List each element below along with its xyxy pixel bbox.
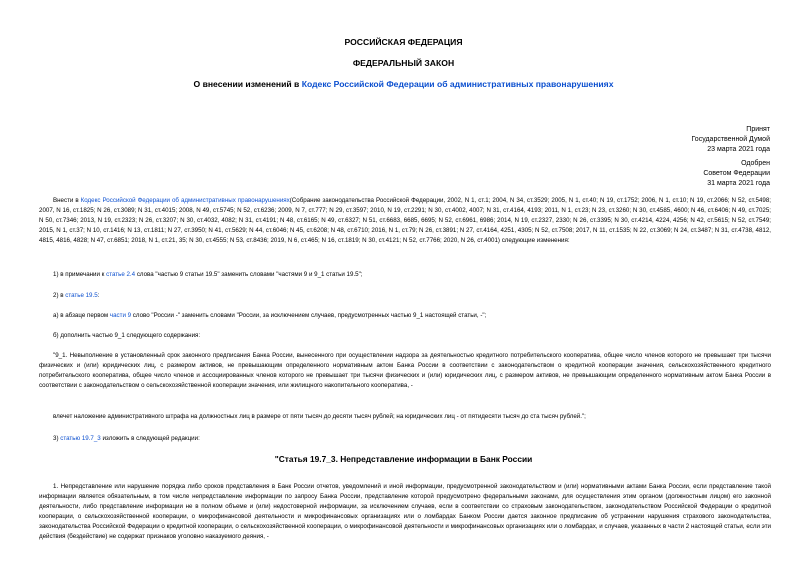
item-2b: б) дополнить частью 9_1 следующего содержания: [53,332,201,339]
item-2a-text: слово "России -" заменить словами "России, за исключением случаев, предусмотренных частью 9_1 настоящей статьи, -"; [131,312,487,319]
item-3-text: изложить в следующей редакции: [100,435,200,442]
code-link-title[interactable]: Кодекс Российской Федерации об административных правонарушениях [301,79,614,89]
item-1-prefix: 1) в примечании к [53,271,107,278]
document-type-heading: ФЕДЕРАЛЬНЫЙ ЗАКОН [352,58,455,68]
item-2 [39,291,771,301]
item-2-prefix: 2) в [53,292,66,299]
quoted-part-9-1: "9_1. Невыполнение в установленный срок законного предписания Банка России, вынесенного при осуществлении надзора за деятельностью кредитного потребительского кооператива, общее число членов которого не превышает три тысячи физических и (или) юридических лиц, с размером активов, не превышающим определенного нормативным актом Банка России в соответствии с законодательством о кредитной кооперации значения, сельскохозяйственного кредитного потребительского кооператива, общее число членов и ассоциированных членов которого не превышает три тысячи физических и (или) юридических лиц, с размером активов, не превышающим определенного нормативным актом Банка России в соответствии с законодательством о сельскохозяйственной кооперации значения, или жилищного накопительного кооператива, - [39,352,771,389]
approved-date: 31 марта 2021 года [707,180,770,188]
approved-by: Советом Федерации [703,169,770,177]
adopted-by: Государственной Думой [691,136,770,144]
item-2a [39,311,771,321]
article-2-4-link[interactable]: статье 2.4 [106,271,136,278]
item-3-prefix: 3) [53,435,61,442]
part-9-link[interactable]: части 9 [109,312,132,319]
item-2-text: : [97,292,100,299]
adopted-label: Принят [746,126,770,133]
approved-label: Одобрен [741,159,770,167]
intro-paragraph [39,196,771,246]
adoption-block [691,125,770,189]
article-19-7-3-link[interactable]: статью 19.7_3 [60,435,101,442]
item-2a-prefix: а) в абзаце первом [53,312,110,319]
intro-text: (Собрание законодательства Российской Федерации, 2002, N 1, ст.1; 2004, N 34, ст.3529; 2005, N 1, ст.40; N 19, ст.1752; 2006, N 1, ст.10; N 19, ст.2066; N 52, ст.5498; 2007, N 16, ст.1825; N 26, ст.3089; N 31, ст.4015; 2008, N 49, ст.5745; N 52, ст.6236; 2009, N 7, ст.777; N 29, ст.3597; 2010, N 19, ст.2291; N 30, ст.4002, 4007; N 31, ст.4164, 4193; 2011, N 1, ст.23; N 23, ст.3260; N 30, ст.4585, 4600; N 46, ст.6406; N 49, ст.7025; N 50, ст.7346; 2013, N 19, ст.2323; N 26, ст.3207; N 30, ст.4032, 4082; N 31, ст.4191; N 48, ст.6165; N 49, ст.6327; N 51, ст.6683, 6685, 6695; N 52, ст.6961, 6986; 2014, N 19, ст.2327, 2330; N 26, ст.3395; N 30, ст.4214, 4224, 4256; N 42, ст.5615; N 52, ст.7549; 2015, N 1, ст.37; N 10, ст.1416; N 13, ст.1811; N 27, ст.3950; N 41, ст.5629; N 44, ст.6046; N 45, ст.6208; N 48, ст.6710; 2016, N 1, ст.79; N 26, ст.3891; N 27, ст.4164, 4251, 4305; N 52, ст.7508; 2017, N 11, ст.1535; N 22, ст.3069; N 24, ст.3487; N 31, ст.4738, 4812, 4815, 4816, 4828; N 47, ст.6851; 2018, N 1, ст.21, 35; N 30, ст.4555; N 53, ст.8436; 2019, N 6, ст.465; N 16, ст.1819; N 30, ст.4121; N 52, ст.7766; 2020, N 26, ст.4001) следующие изменения: [39,197,771,244]
adopted-date: 23 марта 2021 года [707,146,770,154]
article-19-7-3-title: "Статья 19.7_3. Непредставление информации в Банк России [274,454,533,464]
article-paragraph-1: 1. Непредставление или нарушение порядка либо сроков представления в Банк России отчетов, уведомлений и иной информации, предусмотренной законодательством и (или) нормативными актами Банка России, если представление такой информации является обязательным, в том числе непредставление информации по запросу Банка России, представление которой предусмотрено федеральными законами, для осуществления этим органом (должностным лицом) его законной деятельности, либо представление информации не в полном объеме и (или) недостоверной информации, за исключением случаев, если в соответствии со страховым законодательством, законодательством Российской Федерации о кредитной кооперации, о сельскохозяйственной кооперации, о микрофинансовой деятельности и микрофинансовых организациях или о ломбардах Банком России дается законное предписание об устранении нарушения страхового законодательства, законодательства Российской Федерации о кредитной кооперации, о сельскохозяйственной кооперации, о микрофинансовой деятельности и микрофинансовых организациях или о ломбардах, и случаев, указанных в части 2 настоящей статьи, если эти действия (бездействие) не содержат признаков уголовно наказуемого деяния, - [39,483,771,540]
item-1 [39,270,771,280]
code-link-intro[interactable]: Кодекс Российской Федерации об административных правонарушениях [80,197,290,204]
item-1-text: слова "частью 9 статьи 19.5" заменить словами "частями 9 и 9_1 статьи 19.5"; [135,271,363,278]
country-heading: РОССИЙСКАЯ ФЕДЕРАЦИЯ [344,37,463,47]
intro-prefix: Внести в [53,197,81,204]
article-19-5-link[interactable]: статье 19.5 [65,292,98,299]
document-title-prefix: О внесении изменений в [193,79,302,89]
item-3 [39,434,771,444]
penalty-paragraph: влечет наложение административного штрафа на должностных лиц в размере от пяти тысяч до десяти тысяч рублей; на юридических лиц - от пятидесяти тысяч до ста тысяч рублей."; [53,413,586,420]
document-title [0,79,807,89]
